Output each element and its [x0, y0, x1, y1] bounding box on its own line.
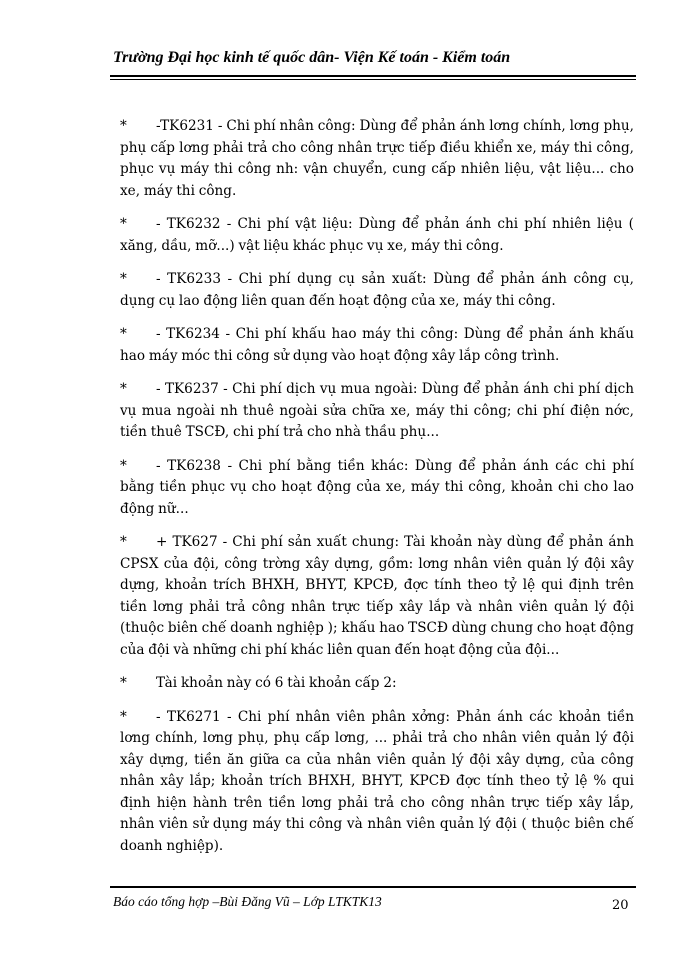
paragraph-text: -TK6231 - Chi phí nhân công: Dùng để phản ánh lơng chính, lơng phụ, phụ cấp lơng phải trả cho công nhân trực tiếp điều khiển xe, máy thi công, phục vụ máy thi công nh: vận chuyển, cung cấp nhiên liệu, vật liệu... cho xe, máy thi công. — [120, 118, 634, 199]
paragraph — [120, 673, 634, 695]
page-number: 20 — [612, 898, 629, 913]
bullet-marker: * — [120, 326, 127, 342]
bullet-marker: * — [120, 271, 127, 287]
bullet-marker: * — [120, 675, 127, 691]
bullet-marker: * — [120, 118, 127, 134]
paragraph-text: - TK6232 - Chi phí vật liệu: Dùng để phản ánh chi phí nhiên liệu ( xăng, dầu, mỡ...) vật liệu khác phục vụ xe, máy thi công. — [120, 216, 634, 254]
bullet-marker: * — [120, 708, 127, 725]
paragraph — [120, 116, 634, 202]
paragraph — [120, 379, 634, 444]
header-divider — [110, 75, 636, 77]
paragraph — [120, 269, 634, 312]
paragraph — [120, 532, 634, 661]
footer-divider — [110, 886, 636, 888]
paragraph-text: - TK6233 - Chi phí dụng cụ sản xuất: Dùng để phản ánh công cụ, dụng cụ lao động liên quan đến hoạt động của xe, máy thi công. — [120, 271, 634, 309]
paragraph-text: - TK6234 - Chi phí khấu hao máy thi công: Dùng để phản ánh khấu hao máy móc thi công sử dụng vào hoạt động xây lắp công trình. — [120, 326, 634, 364]
footer-text: Báo cáo tổng hợp –Bùi Đăng Vũ – Lớp LTKTK13 — [113, 894, 382, 909]
paragraph — [120, 214, 634, 257]
document-body — [120, 116, 634, 869]
paragraph-text: - TK6238 - Chi phí bằng tiền khác: Dùng để phản ánh các chi phí bằng tiền phục vụ cho hoạt động của xe, máy thi công, khoản chi cho lao động nữ... — [120, 457, 634, 517]
paragraph-text: + TK627 - Chi phí sản xuất chung: Tài khoản này dùng để phản ánh CPSX của đội, công trờng xây dựng, gồm: lơng nhân viên quản lý đội xây dựng, khoản trích BHXH, BHYT, KPCĐ, đợc tính theo tỷ lệ qui định trên tiền lơng phải trả công nhân trực tiếp xây lắp và nhân viên quản lý đội (thuộc biên chế doanh nghiệp ); khấu hao TSCĐ dùng chung cho hoạt động của đội và những chi phí khác liên quan đến hoạt động của đội... — [120, 534, 634, 658]
paragraph-text: - TK6237 - Chi phí dịch vụ mua ngoài: Dùng để phản ánh chi phí dịch vụ mua ngoài nh thuê ngoài sửa chữa xe, máy thi công; chi phí điện nớc, tiền thuê TSCĐ, chi phí trả cho nhà thầu phụ... — [120, 381, 634, 440]
bullet-marker: * — [120, 216, 127, 232]
paragraph-text: - TK6271 - Chi phí nhân viên phân xởng: Phản ánh các khoản tiền lơng chính, lơng phụ, phụ cấp lơng, ... phải trả cho nhân viên quản lý đội xây dựng, tiền ăn giữa ca của nhân viên quản lý đội xây dựng, của công nhân xây lắp; khoản trích BHXH, BHYT, KPCĐ đợc tính theo tỷ lệ % qui định hiện hành trên tiền lơng phải trả cho công nhân trực tiếp xây lắp, nhân viên sử dụng máy thi công và nhân viên quản lý đội ( thuộc biên chế doanh nghiệp). — [120, 708, 634, 854]
bullet-marker: * — [120, 457, 127, 474]
paragraph — [120, 456, 634, 521]
page-header: Trường Đại học kinh tế quốc dân- Viện Kế toán - Kiểm toán — [113, 49, 511, 66]
bullet-marker: * — [120, 534, 127, 550]
paragraph — [120, 324, 634, 367]
bullet-marker: * — [120, 381, 127, 397]
paragraph-text: Tài khoản này có 6 tài khoản cấp 2: — [156, 675, 397, 691]
paragraph — [120, 707, 634, 858]
